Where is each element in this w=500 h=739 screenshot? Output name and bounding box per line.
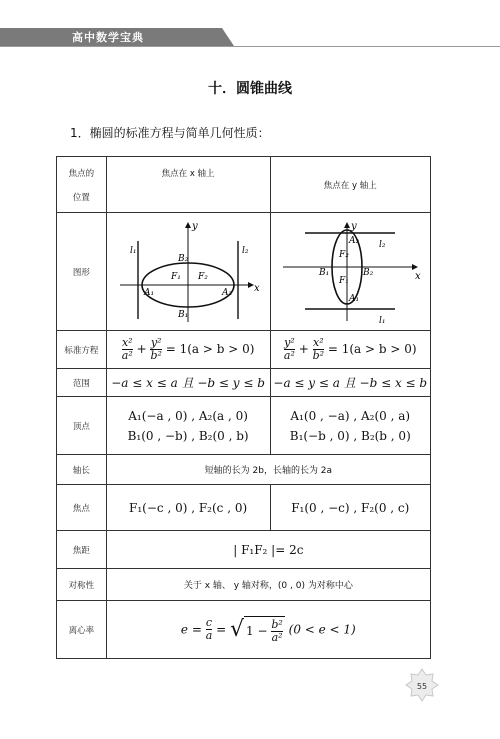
svg-text:A₁: A₁: [144, 287, 155, 298]
subsection-title: 1．椭圆的标准方程与简单几何性质：: [70, 126, 270, 140]
figure-vertical-ellipse: [270, 213, 430, 331]
row-label-focus: [57, 157, 107, 213]
vertex-a-x: A₁(−a , 0) , A₂(a , 0): [128, 408, 248, 423]
row-label-vertex: 顶点: [57, 397, 107, 455]
svg-text:F₁: F₁: [339, 275, 350, 286]
range-x-focus: −a ≤ x ≤ a 且 −b ≤ y ≤ b: [106, 369, 270, 397]
row-label-range: 范围: [57, 369, 107, 397]
svg-text:F₂: F₂: [339, 249, 350, 260]
svg-text:x: x: [415, 270, 421, 282]
equation-x-focus: $\frac{\text{x²}}{\text{a²}}$ + $\frac{\text{y²}}{\text{b²}}$ = 1(a > b > 0): [106, 331, 270, 369]
focus-x-axis: 焦点在 x 轴上: [106, 157, 270, 213]
foci-x-focus: F₁(−c , 0) , F₂(c , 0): [106, 485, 270, 531]
svg-text:A₂: A₂: [349, 235, 360, 246]
foci-y-focus: F₁(0 , −c) , F₂(0 , c): [270, 485, 430, 531]
row-label-equation: 标准方程: [57, 331, 107, 369]
row-label-eccentricity: 离心率: [57, 601, 107, 659]
label-line1: 焦点的: [68, 168, 95, 179]
svg-text:B₂: B₂: [178, 253, 189, 264]
range-y-focus: −a ≤ y ≤ a 且 −b ≤ x ≤ b: [270, 369, 430, 397]
row-figure: [57, 213, 431, 331]
vertices-x-focus: [106, 397, 270, 455]
axis-length-text: 短轴的长为 2b，长轴的长为 2a: [106, 455, 430, 485]
svg-text:l₁: l₁: [130, 245, 137, 256]
vertices-y-focus: [270, 397, 430, 455]
vertical-ellipse-svg: [275, 217, 425, 327]
page-number: 55: [416, 682, 428, 691]
symmetry-text: 关于 x 轴、 y 轴对称，(0 , 0) 为对称中心: [106, 569, 430, 601]
svg-text:l₂: l₂: [379, 239, 386, 250]
focal-distance-text: | F₁F₂ |= 2c: [106, 531, 430, 569]
svg-text:x: x: [254, 282, 260, 294]
svg-text:B₁: B₁: [178, 309, 189, 320]
vertex-b-x: B₁(0 , −b) , B₂(0 , b): [127, 428, 249, 443]
section-title: 十．圆锥曲线: [208, 81, 292, 97]
fig1-label: y: [192, 220, 198, 232]
vertex-b-y: B₁(−b , 0) , B₂(b , 0): [289, 428, 411, 443]
row-range: [57, 369, 431, 397]
svg-text:B₂: B₂: [363, 267, 374, 278]
header-title: 高中数学宝典: [72, 31, 144, 44]
eccentricity-formula: e = $\frac{c}{a}$ = √ 1 − $\frac{\text{b²}}{\text{a²}}$ (0 < e < 1): [106, 601, 430, 659]
row-label-foci: 焦点: [57, 485, 107, 531]
equation-y-focus: $\frac{\text{y²}}{\text{a²}}$ + $\frac{\text{x²}}{\text{b²}}$ = 1(a > b > 0): [270, 331, 430, 369]
row-focal-distance: [57, 531, 431, 569]
svg-text:A₂: A₂: [222, 287, 233, 298]
ellipse-properties-table: [56, 156, 431, 659]
svg-text:y: y: [351, 220, 357, 232]
page-number-badge: [405, 668, 439, 702]
svg-text:l₂: l₂: [242, 245, 249, 256]
focus-y-axis: 焦点在 y 轴上: [270, 157, 430, 213]
row-eccentricity: [57, 601, 431, 659]
svg-text:F₂: F₂: [198, 271, 208, 282]
svg-text:B₁: B₁: [319, 267, 330, 278]
figure-horizontal-ellipse: [106, 213, 270, 331]
label-line2: 位置: [72, 192, 90, 203]
row-vertices: [57, 397, 431, 455]
header-line: [0, 46, 500, 47]
row-focus-position: [57, 157, 431, 213]
row-standard-equation: [57, 331, 431, 369]
row-label-symmetry: 对称性: [57, 569, 107, 601]
row-foci: [57, 485, 431, 531]
svg-text:F₁: F₁: [171, 271, 181, 282]
svg-text:l₁: l₁: [379, 315, 386, 326]
horizontal-ellipse-svg: [108, 217, 268, 327]
row-symmetry: [57, 569, 431, 601]
row-axis-length: [57, 455, 431, 485]
row-label-focal-distance: 焦距: [57, 531, 107, 569]
row-label-axis: 轴长: [57, 455, 107, 485]
vertex-a-y: A₁(0 , −a) , A₂(0 , a): [290, 408, 411, 423]
row-label-figure: 图形: [57, 213, 107, 331]
svg-text:A₁: A₁: [349, 293, 360, 304]
